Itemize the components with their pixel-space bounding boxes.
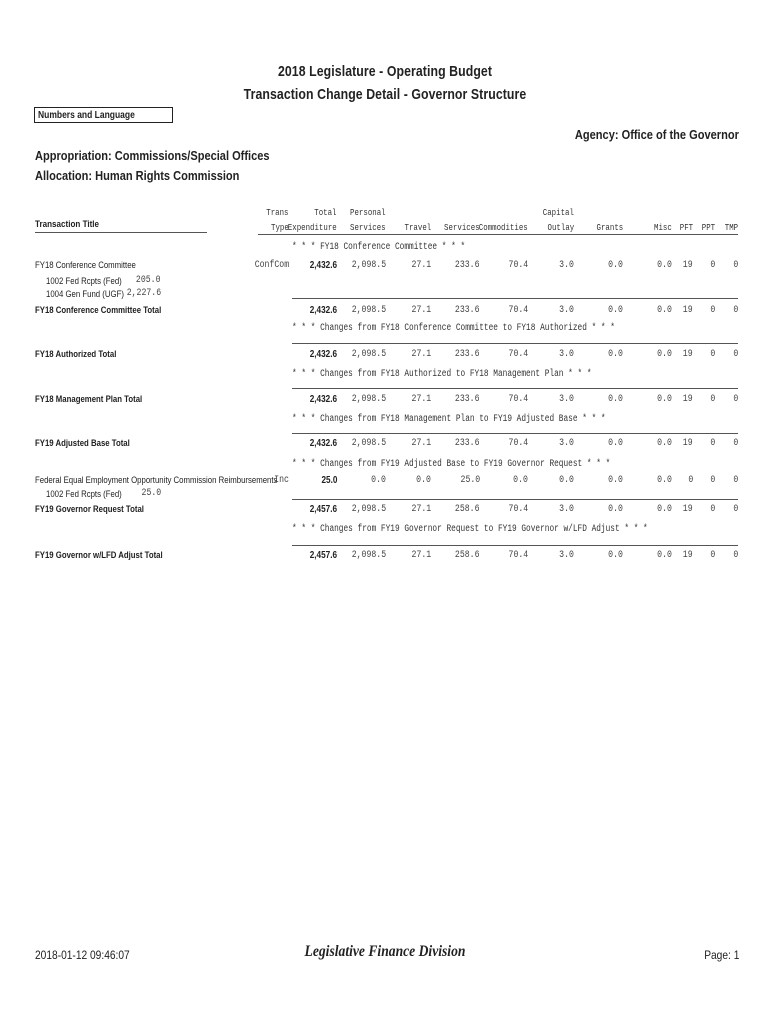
footer-page-number: Page: 1 [703,948,739,962]
col-personal-1: Personal [350,207,386,218]
col-capital-1: Capital [542,207,574,218]
row-value: 19 [683,437,693,449]
col-misc: Misc [654,222,672,233]
row-title: FY18 Conference Committee [35,260,136,271]
footer-timestamp: 2018-01-12 09:46:07 [35,948,130,962]
fund-source-name: 1002 Fed Rcpts (Fed) [46,489,122,500]
row-title: FY18 Conference Committee Total [35,305,162,316]
row-value: 3.0 [559,437,574,449]
row-value: 27.1 [411,393,431,405]
row-value: 0.0 [657,503,672,515]
col-ppt: PPT [701,222,715,233]
row-value: 2,457.6 [309,503,337,515]
row-value: 25.0 [460,474,480,486]
row-value: 3.0 [559,259,574,271]
row-value: 2,098.5 [351,393,386,405]
row-value: 0.0 [608,474,623,486]
row-title: Federal Equal Employment Opportunity Commission Reimbursements [35,475,278,486]
fund-source-amount: 2,227.6 [126,287,161,299]
row-value: 0.0 [608,259,623,271]
row-value: 27.1 [411,304,431,316]
row-value: 2,098.5 [351,503,386,515]
row-value: 19 [683,348,693,360]
section-heading: * * * Changes from FY19 Governor Request to FY19 Governor w/LFD Adjust * * * [292,524,648,535]
row-value: 0.0 [657,393,672,405]
row-value: 233.6 [455,437,480,449]
section-heading: * * * Changes from FY19 Adjusted Base to FY19 Governor Request * * * [292,459,611,470]
fund-source-name: 1002 Fed Rcpts (Fed) [46,276,122,287]
col-grants: Grants [596,222,623,233]
row-value: 70.4 [508,259,528,271]
col-commodities: Commodities [479,222,528,233]
row-title: FY19 Governor Request Total [35,504,144,515]
row-value: 0.0 [657,549,672,561]
row-value: 0.0 [657,437,672,449]
report-title: 2018 Legislature - Operating Budget [277,63,493,80]
section-heading: * * * FY18 Conference Committee * * * [292,242,466,253]
col-travel: Travel [404,222,431,233]
row-value: 19 [683,549,693,561]
col-total-2: Expenditure [288,222,337,233]
row-value: 0.0 [371,474,386,486]
row-value: 70.4 [508,549,528,561]
box-label: Numbers and Language [38,110,135,121]
row-value: 70.4 [508,348,528,360]
row-value: 0.0 [608,348,623,360]
col-services: Services [444,222,480,233]
row-value: 0.0 [608,503,623,515]
row-value: 0.0 [608,304,623,316]
col-tmp: TMP [724,222,738,233]
row-value: 0 [733,304,738,316]
row-value: 2,432.6 [309,348,337,360]
row-value: 258.6 [455,503,480,515]
allocation-label: Allocation: Human Rights Commission [35,168,240,183]
row-value: 3.0 [559,503,574,515]
row-value: 0 [710,259,715,271]
row-value: 0 [733,437,738,449]
row-value: 27.1 [411,549,431,561]
row-value: 0.0 [513,474,528,486]
row-value: 0 [710,474,715,486]
total-rule [292,499,738,500]
section-heading: * * * Changes from FY18 Authorized to FY18 Management Plan * * * [292,369,592,380]
row-value: 0 [733,393,738,405]
row-title: FY18 Authorized Total [35,349,117,360]
total-rule [292,388,738,389]
row-value: 0 [710,304,715,316]
row-value: 70.4 [508,437,528,449]
row-value: 0.0 [608,393,623,405]
col-trans-type-2: Type [271,222,289,233]
row-value: 0 [710,437,715,449]
row-value: 27.1 [411,503,431,515]
row-value: 27.1 [411,348,431,360]
section-heading: * * * Changes from FY18 Conference Committee to FY18 Authorized * * * [292,323,615,334]
row-value: 2,432.6 [309,304,337,316]
row-value: 0.0 [608,437,623,449]
header-underline [35,232,207,233]
row-value: 0.0 [657,259,672,271]
row-value: 19 [683,304,693,316]
row-value: 70.4 [508,393,528,405]
row-value: 258.6 [455,549,480,561]
row-value: 2,098.5 [351,304,386,316]
row-value: 2,098.5 [351,437,386,449]
total-rule [292,433,738,434]
row-value: 0 [733,549,738,561]
fund-source-name: 1004 Gen Fund (UGF) [46,289,124,300]
agency-label: Agency: Office of the Governor [575,127,739,142]
row-title: FY18 Management Plan Total [35,394,143,405]
row-value: 2,432.6 [309,437,337,449]
row-value: 0.0 [608,549,623,561]
report-subtitle: Transaction Change Detail - Governor Structure [243,86,527,103]
row-value: 19 [683,259,693,271]
row-value: 0 [710,549,715,561]
row-value: 0 [710,348,715,360]
row-value: 2,098.5 [351,549,386,561]
row-value: 2,457.6 [309,549,337,561]
row-value: 27.1 [411,437,431,449]
row-value: 0.0 [657,474,672,486]
section-heading: * * * Changes from FY18 Management Plan to FY19 Adjusted Base * * * [292,414,606,425]
total-rule [292,298,738,299]
col-capital-2: Outlay [547,222,574,233]
row-value: 0 [733,259,738,271]
row-value: 25.0 [321,474,337,486]
row-value: 0.0 [416,474,431,486]
row-value: 0.0 [559,474,574,486]
row-value: 0 [733,474,738,486]
row-value: 27.1 [411,259,431,271]
col-pft: PFT [679,222,693,233]
row-value: 0.0 [657,304,672,316]
row-value: 2,098.5 [351,259,386,271]
numbers-language-box [34,107,173,123]
row-value: 233.6 [455,393,480,405]
total-rule [292,343,738,344]
row-value: 2,432.6 [309,393,337,405]
total-rule [292,545,738,546]
col-transaction-title: Transaction Title [35,219,100,230]
row-value: 3.0 [559,348,574,360]
row-value: 2,432.6 [309,259,337,271]
row-value: 233.6 [455,304,480,316]
row-value: 233.6 [455,348,480,360]
row-value: 233.6 [455,259,480,271]
col-trans-type-1: Trans [266,207,289,218]
row-value: 19 [683,393,693,405]
col-personal-2: Services [350,222,386,233]
header-rule [258,234,738,235]
row-trans-type: ConfCom [254,259,289,271]
row-value: 70.4 [508,304,528,316]
row-value: 0 [733,348,738,360]
row-value: 3.0 [559,393,574,405]
footer-division: Legislative Finance Division [304,943,466,960]
row-value: 0 [710,393,715,405]
row-value: 2,098.5 [351,348,386,360]
fund-source-amount: 205.0 [136,274,161,286]
appropriation-label: Appropriation: Commissions/Special Offices [35,148,270,163]
fund-source-amount: 25.0 [141,487,161,499]
row-trans-type: Inc [274,474,289,486]
row-value: 19 [683,503,693,515]
row-value: 3.0 [559,549,574,561]
row-value: 3.0 [559,304,574,316]
row-value: 0 [710,503,715,515]
row-title: FY19 Adjusted Base Total [35,438,130,449]
row-value: 0.0 [657,348,672,360]
row-value: 70.4 [508,503,528,515]
row-value: 0 [733,503,738,515]
row-title: FY19 Governor w/LFD Adjust Total [35,550,163,561]
row-value: 0 [688,474,693,486]
col-total-1: Total [314,207,337,218]
